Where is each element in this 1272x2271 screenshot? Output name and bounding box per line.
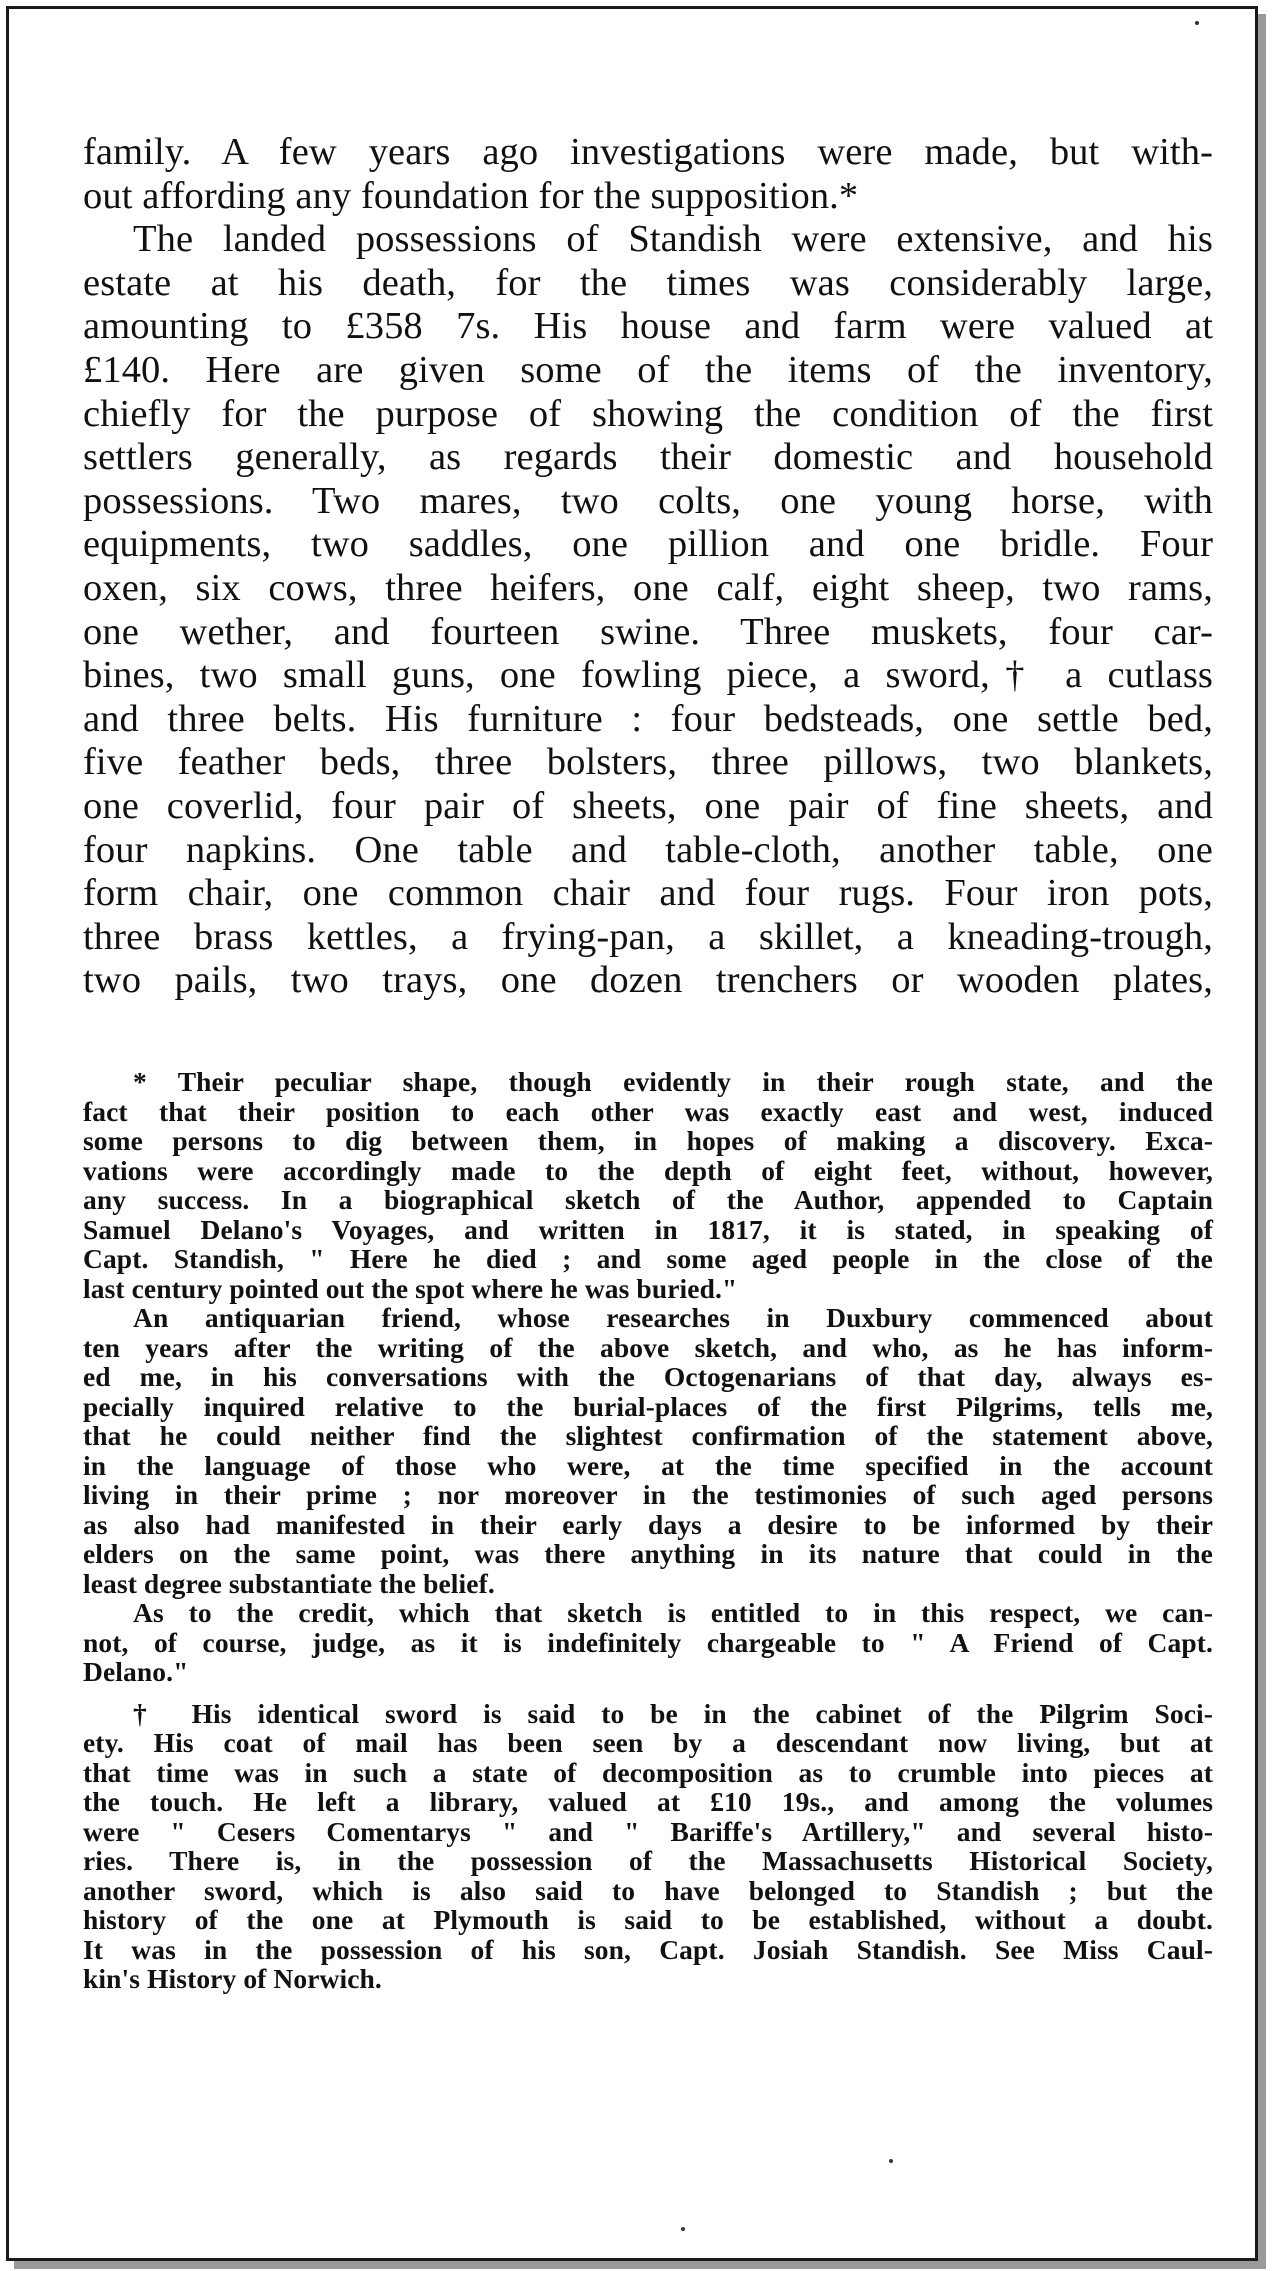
text-line: equipments, two saddles, one pillion and one bridle. Four — [83, 523, 1213, 566]
footnote-line: elders on the same point, was there anything in its nature that could in the — [83, 1538, 1213, 1569]
footnote-line: were " Cesers Comentarys " and " Bariffe's Artillery," and several histo- — [83, 1815, 1213, 1847]
footnotes — [83, 1067, 1213, 1994]
text-line: £140. Here are given some of the items of the inventory, — [83, 348, 1213, 391]
footnote-line: ety. His coat of mail has been seen by a descendant now living, but at — [83, 1727, 1213, 1758]
footnote-line: any success. In a biographical sketch of the Author, appended to Captain — [83, 1184, 1213, 1215]
footnote-line: ries. There is, in the possession of the Massachusetts Historical Society, — [83, 1845, 1213, 1876]
footnote-line: kin's History of Norwich. — [83, 1963, 382, 1994]
text-line: amounting to £358 7s. His house and farm were valued at — [83, 305, 1213, 348]
text-line: family. A few years ago investigations were made, but with- — [83, 131, 1213, 173]
footnote-line: It was in the possession of his son, Capt. Josiah Standish. See Miss Caul- — [83, 1933, 1213, 1965]
footnote-line: another sword, which is also said to have belonged to Standish ; but the — [83, 1874, 1213, 1906]
footnote-line: As to the credit, which that sketch is entitled to in this respect, we can- — [133, 1597, 1213, 1628]
scan-speck — [1195, 21, 1199, 25]
text-line: and three belts. His furniture : four bedsteads, one settle bed, — [83, 697, 1213, 740]
text-line: three brass kettles, a frying-pan, a skillet, a kneading-trough, — [83, 915, 1213, 958]
footnote-line: in the language of those who were, at the time specified in the account — [83, 1449, 1213, 1481]
footnote-line: vations were accordingly made to the depth of eight feet, without, however, — [83, 1154, 1213, 1186]
text-line: one coverlid, four pair of sheets, one pair of fine sheets, and — [83, 784, 1213, 827]
text-line: four napkins. One table and table-cloth, another table, one — [83, 828, 1213, 871]
footnote-line: Samuel Delano's Voyages, and written in 1817, it is stated, in speaking of — [83, 1213, 1213, 1245]
text-line: two pails, two trays, one dozen trenchers or wooden plates, — [83, 959, 1213, 1002]
scan-speck — [681, 2227, 685, 2231]
footnote-line: * Their peculiar shape, though evidently in their rough state, and the — [133, 1066, 1213, 1097]
main-text — [83, 131, 1213, 1003]
footnote-line: living in their prime ; nor moreover in the testimonies of such aged persons — [83, 1479, 1213, 1510]
footnote-line: † His identical sword is said to be in the cabinet of the Pilgrim Soci- — [133, 1697, 1213, 1729]
footnote-line: ed me, in his conversations with the Octogenarians of that day, always es- — [83, 1361, 1213, 1392]
footnote-line: history of the one at Plymouth is said to be established, without a doubt. — [83, 1904, 1213, 1935]
text-line: one wether, and fourteen swine. Three muskets, four car- — [83, 610, 1213, 653]
text-line: possessions. Two mares, two colts, one young horse, with — [83, 479, 1213, 522]
footnote-gap — [83, 1687, 1213, 1699]
footnote-line: that he could neither find the slightest confirmation of the statement above, — [83, 1420, 1213, 1451]
scanned-page — [9, 9, 1255, 2258]
text-line: estate at his death, for the times was considerably large, — [83, 261, 1213, 304]
text-line: out affording any foundation for the supposition.* — [83, 174, 859, 217]
footnote-line: Delano." — [83, 1656, 189, 1687]
text-line: oxen, six cows, three heifers, one calf, eight sheep, two rams, — [83, 566, 1213, 609]
text-line: bines, two small guns, one fowling piece, a sword,† a cutlass — [83, 654, 1213, 697]
footnote-line: Capt. Standish, " Here he died ; and some aged people in the close of the — [83, 1243, 1213, 1274]
footnote-line: fact that their position to each other was exactly east and west, induced — [83, 1095, 1213, 1127]
footnote-line: not, of course, judge, as it is indefinitely chargeable to " A Friend of Capt. — [83, 1626, 1213, 1658]
footnote-line: pecially inquired relative to the burial-places of the first Pilgrims, tells me, — [83, 1390, 1213, 1422]
footnote-line: the touch. He left a library, valued at £10 19s., and among the volumes — [83, 1786, 1213, 1817]
footnote-line: least degree substantiate the belief. — [83, 1567, 495, 1599]
footnote-line: ten years after the writing of the above sketch, and who, as he has inform- — [83, 1331, 1213, 1363]
scan-speck — [889, 2159, 893, 2163]
footnote-line: that time was in such a state of decomposition as to crumble into pieces at — [83, 1756, 1213, 1788]
text-line: chiefly for the purpose of showing the condition of the first — [83, 392, 1213, 435]
text-line: The landed possessions of Standish were extensive, and his — [133, 218, 1213, 261]
footnote-line: as also had manifested in their early days a desire to be informed by their — [83, 1508, 1213, 1540]
text-line: form chair, one common chair and four rugs. Four iron pots, — [83, 872, 1213, 915]
footnote-line: some persons to dig between them, in hopes of making a discovery. Exca- — [83, 1125, 1213, 1156]
text-line: five feather beds, three bolsters, three pillows, two blankets, — [83, 741, 1213, 784]
page-frame — [6, 6, 1258, 2261]
text-line: settlers generally, as regards their domestic and household — [83, 436, 1213, 479]
footnote-line: last century pointed out the spot where he was buried." — [83, 1272, 738, 1304]
footnote-line: An antiquarian friend, whose researches in Duxbury commenced about — [133, 1302, 1213, 1333]
